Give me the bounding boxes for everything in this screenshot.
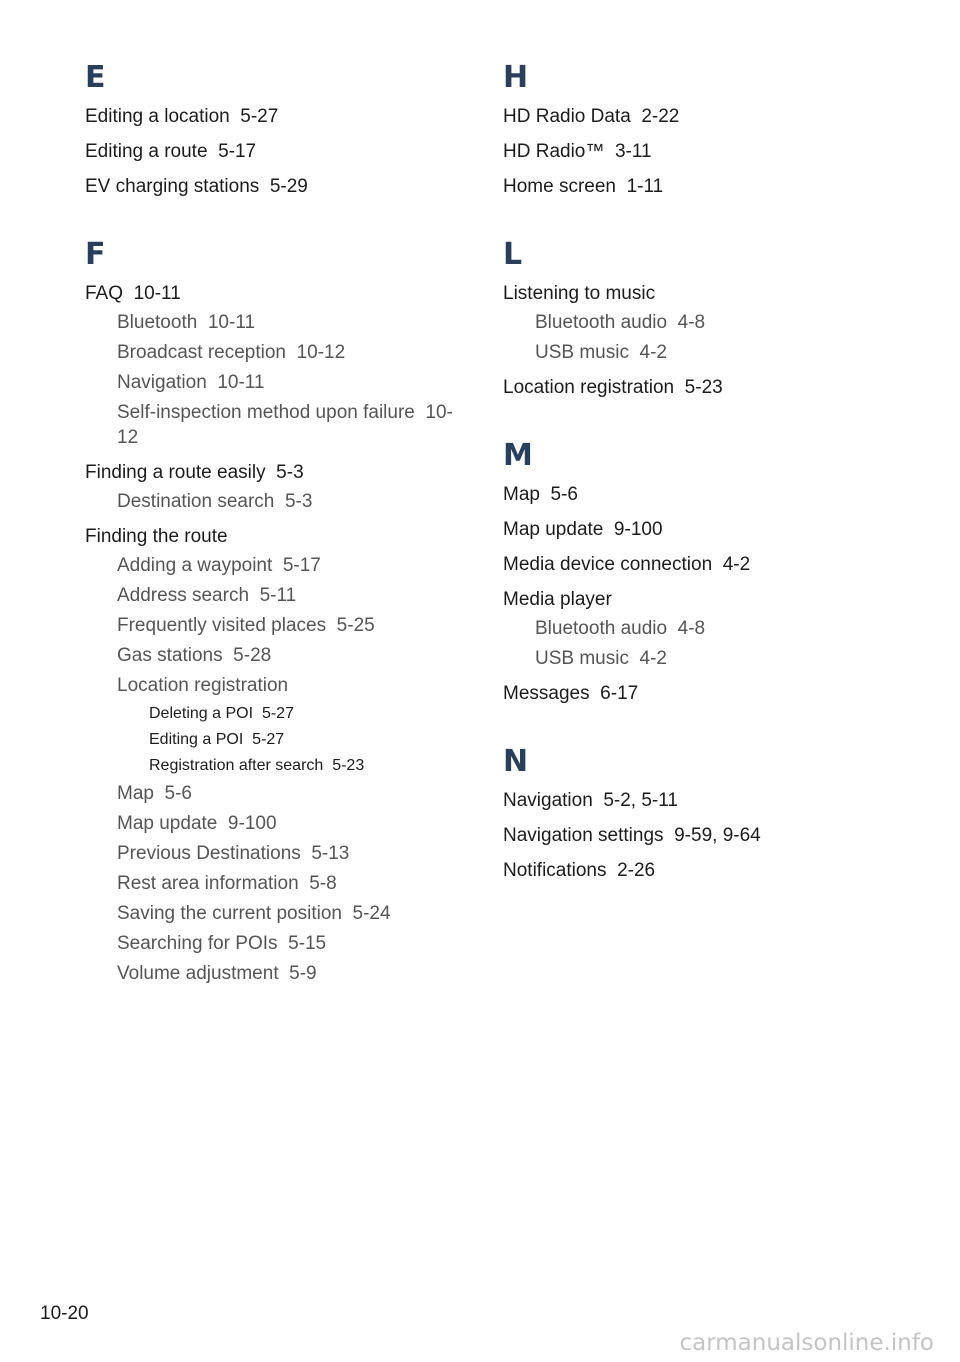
index-subentries [85,310,465,450]
term-page-separator [540,484,551,505]
term-page-separator [272,555,283,576]
index-entry [503,858,883,883]
index-term: Location registration [503,377,675,398]
index-entry [85,174,465,199]
term-page-separator [415,402,426,423]
section-letter: H [503,60,529,95]
index-page-ref: 5-28 [233,645,272,666]
index-page-ref: 6-17 [600,683,639,704]
section-letter: L [503,237,523,272]
index-subentry [85,643,465,668]
index-term: HD Radio Data [503,106,631,127]
index-term: Navigation settings [503,825,664,846]
index-page-ref: 4-2 [639,648,667,669]
index-term: Home screen [503,176,616,197]
index-term: Navigation [503,790,593,811]
index-page-ref: 3-11 [614,141,652,162]
index-entry [503,552,883,577]
index-entry [85,139,465,164]
index-term: Bluetooth audio [535,312,668,333]
index-page-ref: 2-26 [617,860,656,881]
index-entry [503,104,883,129]
term-page-separator [207,372,218,393]
term-page-separator [667,312,678,333]
section-letter: N [503,744,529,779]
index-term: Address search [117,585,250,606]
section-letter: E [85,60,106,95]
term-page-separator [299,873,310,894]
term-page-separator [266,462,277,483]
index-page-ref: 5-23 [684,377,723,398]
index-entry [503,375,883,400]
index-page-ref: 5-29 [269,176,308,197]
watermark: carmanualsonline.info [679,1330,934,1356]
term-page-separator [631,106,642,127]
index-page-ref: 10-12 [296,342,346,363]
index-term: Listening to music [503,283,656,304]
index-subentry [85,310,465,335]
index-term: Finding a route easily [85,462,266,483]
index-entry [85,460,465,514]
index-term: USB music [535,648,629,669]
index-section-n [503,740,883,883]
index-page-ref: 5-24 [352,903,391,924]
index-term: Editing a location [85,106,230,127]
index-section-f [85,233,465,986]
index-entry [503,517,883,542]
index-page-ref: 5-17 [282,555,321,576]
index-page-ref: 9-59, 9-64 [674,825,761,846]
index-page-ref: 9-100 [227,813,277,834]
index-subentry [85,340,465,365]
index-term: Registration after search [149,757,324,774]
index-subentry [85,961,465,986]
index-page-ref: 5-8 [309,873,337,894]
index-column-right [503,56,883,917]
index-subentry [503,646,883,671]
term-page-separator [279,963,290,984]
term-page-separator [278,933,289,954]
index-entry [503,587,883,671]
index-page-ref: 5-15 [288,933,327,954]
term-page-separator [607,860,618,881]
index-term: Saving the current position [117,903,342,924]
term-page-separator [323,757,332,774]
index-term: Searching for POIs [117,933,278,954]
term-page-separator [603,519,614,540]
index-subentry [85,781,465,806]
index-page-ref: 4-8 [677,618,706,639]
index-subentry [85,489,465,514]
index-page-ref: 10-11 [207,312,256,333]
index-term: Destination search [117,491,275,512]
index-entry [503,681,883,706]
index-page-ref: 9-100 [613,519,663,540]
index-term: Bluetooth [117,312,198,333]
index-term: Previous Destinations [117,843,301,864]
index-term: Map update [503,519,604,540]
index-subentries [503,310,883,365]
index-subentry [85,613,465,638]
index-term: Media device connection [503,554,713,575]
term-page-separator [286,342,297,363]
index-page-ref: 2-22 [641,106,680,127]
term-page-separator [590,683,601,704]
term-page-separator [274,491,285,512]
index-entry [503,482,883,507]
index-section-l [503,233,883,400]
index-section-e [85,56,465,199]
index-subentries [85,489,465,514]
index-page-ref: 10-12 [117,402,453,448]
index-page-ref: 5-3 [276,462,304,483]
term-page-separator [301,843,312,864]
index-entry [503,823,883,848]
index-subsubentry [85,755,465,776]
index-page-ref: 10-11 [133,283,181,304]
index-subentry [85,370,465,395]
term-page-separator [667,618,678,639]
index-term: Finding the route [85,526,228,547]
index-term: Rest area information [117,873,299,894]
term-page-separator [223,645,234,666]
section-letter: M [503,438,533,473]
index-entry [503,139,883,164]
index-page-ref: 5-27 [261,705,294,722]
index-entry [85,104,465,129]
index-subentry [85,673,465,698]
index-page-ref: 5-11 [259,585,297,606]
index-term: FAQ [85,283,124,304]
index-term: Notifications [503,860,607,881]
index-page-ref: 1-11 [626,176,664,197]
index-page-ref: 5-13 [311,843,350,864]
index-term: Editing a POI [149,731,244,748]
index-entry [503,174,883,199]
index-term: Gas stations [117,645,223,666]
index-term: Map update [117,813,218,834]
index-page-ref: 5-6 [164,783,192,804]
index-page-ref: 4-2 [639,342,667,363]
index-subentry [503,616,883,641]
index-subentry [85,811,465,836]
index-term: Messages [503,683,590,704]
term-page-separator [208,141,219,162]
index-term: Editing a route [85,141,208,162]
index-page-ref: 4-8 [677,312,706,333]
index-subentry [85,871,465,896]
index-page-ref: 5-27 [240,106,279,127]
index-page-ref: 5-6 [550,484,578,505]
index-term: Deleting a POI [149,705,254,722]
index-page-ref: 5-3 [284,491,313,512]
index-term: Navigation [117,372,207,393]
index-subentries [85,553,465,986]
section-letter: F [85,237,106,272]
term-page-separator [616,176,627,197]
index-subentries [503,616,883,671]
index-term: Broadcast reception [117,342,286,363]
index-subentry [85,400,465,450]
index-term: Map [503,484,540,505]
term-page-separator [253,705,262,722]
term-page-separator [629,648,640,669]
term-page-separator [629,342,640,363]
page-number: 10-20 [40,1303,89,1324]
index-term: Frequently visited places [117,615,327,636]
index-subsubentry [85,703,465,724]
index-term: EV charging stations [85,176,260,197]
term-page-separator [712,554,723,575]
index-entry [503,281,883,365]
term-page-separator [342,903,353,924]
index-subentry [503,310,883,335]
index-section-h [503,56,883,199]
index-term: Adding a waypoint [117,555,273,576]
index-entry [503,788,883,813]
term-page-separator [249,585,260,606]
term-page-separator [593,790,604,811]
term-page-separator [674,377,685,398]
index-term: Media player [503,589,612,610]
term-page-separator [243,731,252,748]
index-page-ref: 5-25 [336,615,375,636]
index-subsubentry [85,729,465,750]
index-section-m [503,434,883,706]
index-subentry [85,841,465,866]
term-page-separator [326,615,337,636]
index-subentry [85,901,465,926]
term-page-separator [154,783,165,804]
index-subentry [85,931,465,956]
term-page-separator [217,813,228,834]
index-page-ref: 5-27 [252,731,285,748]
index-term: Self-inspection method upon failure [117,402,415,423]
index-entry [85,524,465,986]
index-page-ref: 5-17 [218,141,257,162]
index-term: USB music [535,342,629,363]
term-page-separator [259,176,270,197]
index-term: HD Radio™ [503,141,605,162]
index-page-ref: 10-11 [217,372,265,393]
index-page-ref: 5-9 [289,963,317,984]
term-page-separator [123,283,134,304]
index-subentry [503,340,883,365]
term-page-separator [604,141,615,162]
index-term: Map [117,783,154,804]
index-page-ref: 5-2, 5-11 [603,790,678,811]
index-entry [85,281,465,450]
index-term: Bluetooth audio [535,618,668,639]
index-page-ref: 5-23 [332,757,365,774]
term-page-separator [664,825,675,846]
index-term: Volume adjustment [117,963,279,984]
index-subentry [85,553,465,578]
index-column-left [85,56,465,1020]
index-term: Location registration [117,675,289,696]
term-page-separator [230,106,241,127]
term-page-separator [197,312,208,333]
index-subentry [85,583,465,608]
index-page-ref: 4-2 [722,554,751,575]
